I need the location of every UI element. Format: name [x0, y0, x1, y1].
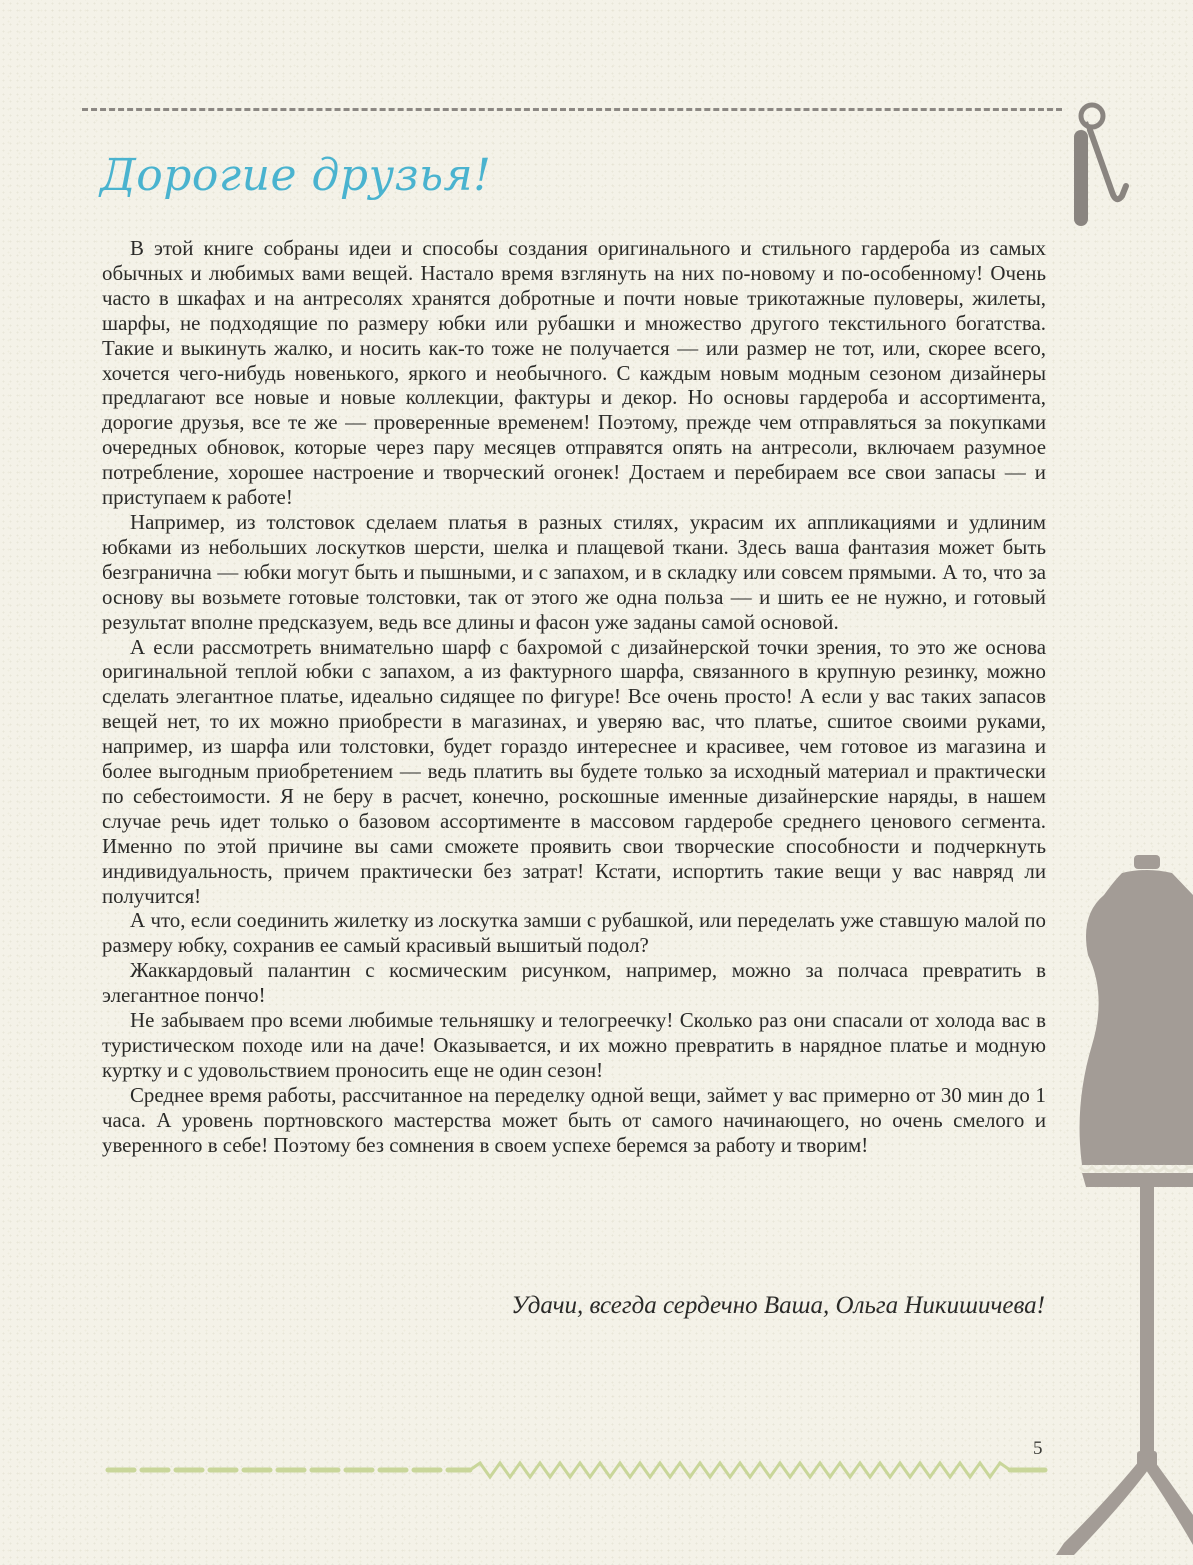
body-text [102, 236, 1046, 1158]
paragraph: Жаккардовый палантин с космическим рисунком, например, можно за полчаса превратить в элегантное пончо! [102, 958, 1046, 1008]
paragraph: Не забываем про всеми любимые тельняшку и телогреечку! Сколько раз они спасали от холода вас в туристическом походе или на даче! Оказывается, и их можно превратить в нарядное платье и модную куртку и с удовольствием проносить еще не один сезон! [102, 1008, 1046, 1082]
paragraph: А если рассмотреть внимательно шарф с бахромой с дизайнерской точки зрения, то это же основа оригинальной теплой юбки с запахом, а из фактурного шарфа, связанного в крупную резинку, можно сделать элегантное платье, идеально сидящее по фигуре! Все очень просто! А если у вас таких запасов вещей нет, то их можно приобрести в магазинах, и уверяю вас, что платье, сшитое своими руками, например, из шарфа или толстовки, будет гораздо интереснее и красивее, чем готовое из магазина и более выгодным приобретением — ведь платить вы будете только за исходный материал и практически по себестоимости. Я не беру в расчет, конечно, роскошные именные дизайнерские наряды, в нашем случае речь идет только о базовом ассортименте в массовом гардеробе среднего ценового сегмента. Именно по этой причине вы сами сможете проявить свои творческие способности и подчеркнуть индивидуальность, причем практически без затрат! Кстати, испортить такие вещи у вас навряд ли получится! [102, 634, 1046, 908]
paragraph: Например, из толстовок сделаем платья в разных стилях, украсим их аппликациями и удлиним юбками из небольших лоскутков шерсти, шелка и плащевой ткани. Здесь ваша фантазия может быть безгранична — юбки могут быть и пышными, и с запахом, и в складку или совсем прямыми. А то, что за основу вы возьмете готовые толстовки, так от этого же одна польза — и шить ее не нужно, и готовый результат вполне предсказуем, ведь все длины и фасон уже заданы самой основой. [102, 509, 1046, 634]
safety-pin-icon [1060, 96, 1130, 236]
paragraph: А что, если соединить жилетку из лоскутка замши с рубашкой, или переделать уже ставшую малой по размеру юбку, сохранив ее самый красивый вышитый подол? [102, 908, 1046, 958]
dress-form-icon [1052, 855, 1193, 1565]
page-number: 5 [1033, 1438, 1043, 1459]
page-heading: Дорогие друзья! [100, 150, 492, 201]
signature: Удачи, всегда сердечно Ваша, Ольга Никишичева! [511, 1292, 1045, 1319]
stitch-border [100, 1458, 1050, 1482]
paragraph: Среднее время работы, рассчитанное на переделку одной вещи, займет у вас примерно от 30 мин до 1 часа. А уровень портновского мастерства может быть от самого начинающего, но очень смелого и уверенного в себе! Поэтому без сомнения в своем успехе беремся за работу и творим! [102, 1082, 1046, 1157]
dashed-divider [82, 108, 1062, 111]
paragraph: В этой книге собраны идеи и способы создания оригинального и стильного гардероба из самых обычных и любимых вами вещей. Настало время взглянуть на них по-новому и по-особенному! Очень часто в шкафах и на антресолях хранятся добротные и почти новые трикотажные пуловеры, жилеты, шарфы, не подходящие по размеру юбки или рубашки и множество другого текстильного богатства. Такие и выкинуть жалко, и носить как-то тоже не получается — или размер не тот, или, скорее всего, хочется чего-нибудь новенького, яркого и необычного. С каждым новым модным сезоном дизайнеры предлагают все новые и новые коллекции, фактуры и декор. Но основы гардероба и ассортимента, дорогие друзья, все те же — проверенные временем! Поэтому, прежде чем отправляться за покупками очередных обновок, которые через пару месяцев отправятся опять на антресоли, включаем разумное потребление, хорошее настроение и творческий огонек! Достаем и перебираем все свои запасы — и приступаем к работе! [102, 236, 1046, 510]
